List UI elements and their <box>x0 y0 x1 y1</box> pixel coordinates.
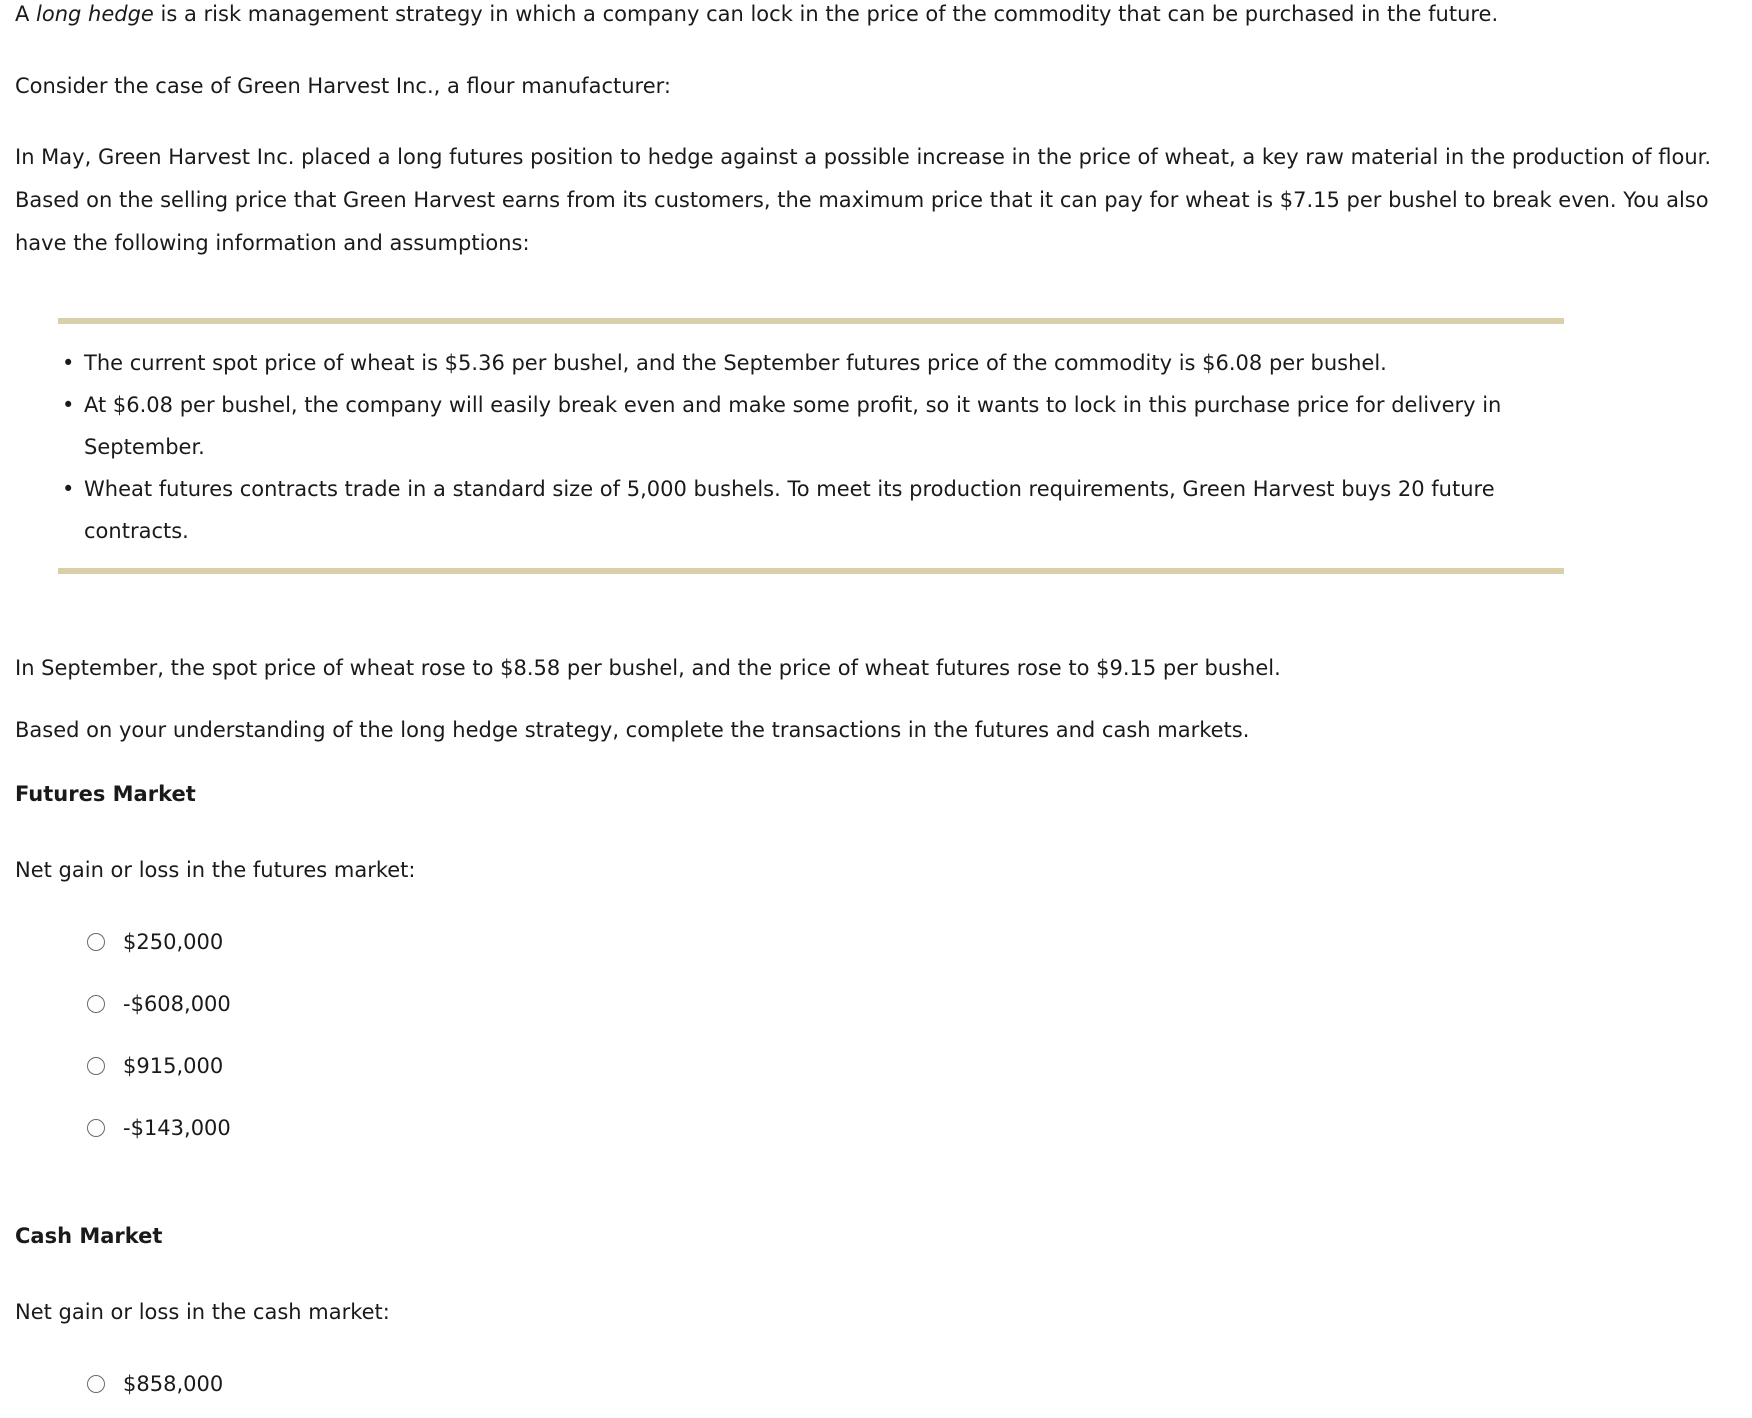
assumption-item <box>62 342 1564 384</box>
radio-button-icon[interactable] <box>87 1375 105 1393</box>
radio-button-icon[interactable] <box>87 995 105 1013</box>
intro-prefix: A <box>15 2 37 26</box>
bullet-icon: • <box>62 351 75 375</box>
assumptions-box <box>58 318 1564 574</box>
assumption-item <box>62 468 1564 552</box>
option-label: -$143,000 <box>123 1116 231 1140</box>
option-label: $858,000 <box>123 1372 224 1396</box>
cash-market-heading: Cash Market <box>15 1224 163 1248</box>
futures-option-1[interactable] <box>87 928 223 956</box>
assumption-text: At $6.08 per bushel, the company will easily break even and make some profit, so it wants to lock in this purchase price for delivery in September. <box>84 393 1502 459</box>
scenario-paragraph: In May, Green Harvest Inc. placed a long futures position to hedge against a possible increase in the price of wheat, a key raw material in the production of flour. Based on the selling price that Green Harvest earns from its customers, the maximum price that it can pay for wheat is $7.15 per bushel to break even. You also have the following information and assumptions: <box>15 145 1712 255</box>
bullet-icon: • <box>62 393 75 417</box>
futures-market-heading: Futures Market <box>15 782 196 806</box>
september-paragraph: In September, the spot price of wheat rose to $8.58 per bushel, and the price of wheat futures rose to $9.15 per bushel. <box>15 656 1281 680</box>
radio-button-icon[interactable] <box>87 933 105 951</box>
assumption-text: The current spot price of wheat is $5.36 per bushel, and the September futures price of the commodity is $6.08 per bushel. <box>84 351 1387 375</box>
consider-paragraph: Consider the case of Green Harvest Inc., a flour manufacturer: <box>15 74 671 98</box>
intro-term: long hedge <box>36 2 154 26</box>
bullet-icon: • <box>62 477 75 501</box>
option-label: $915,000 <box>123 1054 224 1078</box>
instruction-paragraph: Based on your understanding of the long hedge strategy, complete the transactions in the futures and cash markets. <box>15 718 1250 742</box>
option-label: $250,000 <box>123 930 224 954</box>
assumptions-list <box>58 342 1564 552</box>
cash-question: Net gain or loss in the cash market: <box>15 1300 390 1324</box>
option-label: -$608,000 <box>123 992 231 1016</box>
cash-option-1[interactable] <box>87 1370 223 1398</box>
assumption-item <box>62 384 1564 468</box>
intro-paragraph <box>15 0 1498 28</box>
futures-question: Net gain or loss in the futures market: <box>15 858 416 882</box>
radio-button-icon[interactable] <box>87 1119 105 1137</box>
futures-option-3[interactable] <box>87 1052 223 1080</box>
futures-option-2[interactable] <box>87 990 231 1018</box>
intro-suffix: is a risk management strategy in which a company can lock in the price of the commodity that can be purchased in the future. <box>153 2 1499 26</box>
futures-option-4[interactable] <box>87 1114 231 1142</box>
assumption-text: Wheat futures contracts trade in a standard size of 5,000 bushels. To meet its production requirements, Green Harvest buys 20 future contracts. <box>84 477 1495 543</box>
radio-button-icon[interactable] <box>87 1057 105 1075</box>
